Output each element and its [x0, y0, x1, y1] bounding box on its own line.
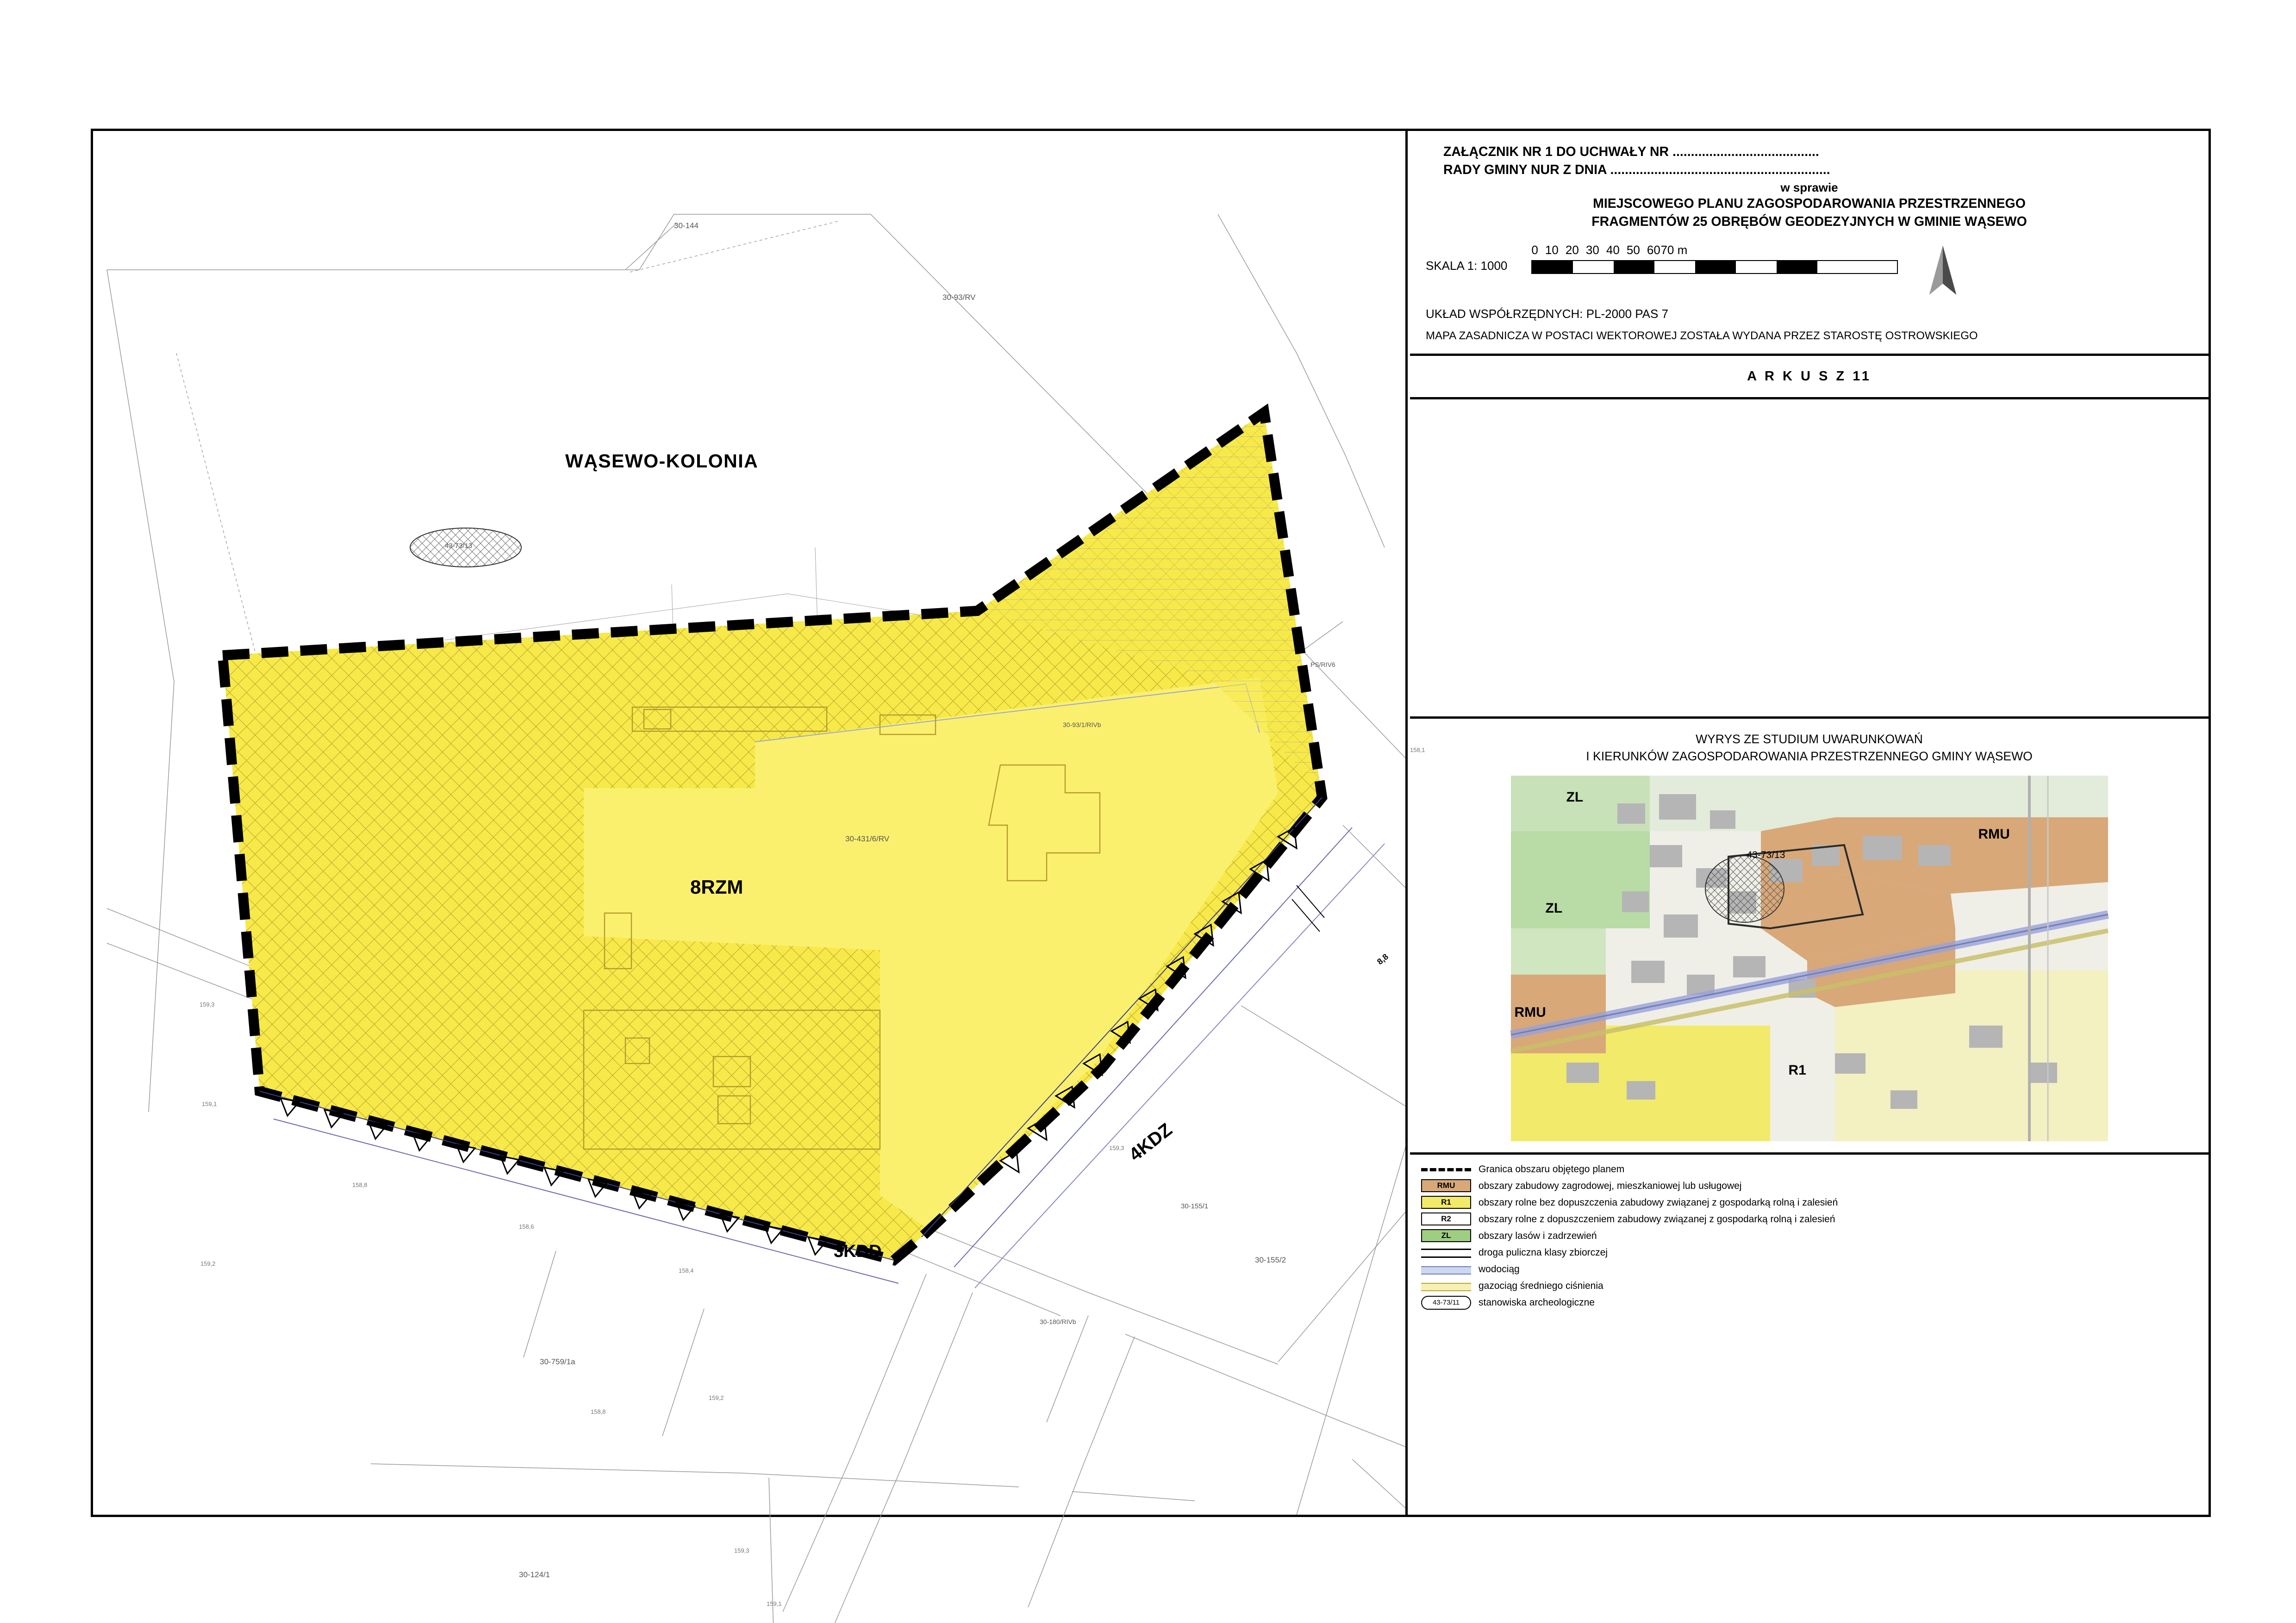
legend-item-gas — [1421, 1278, 2197, 1294]
scalebar — [1531, 243, 1898, 274]
coordinate-system-label: UKŁAD WSPÓŁRZĘDNYCH: PL-2000 PAS 7 — [1426, 307, 1669, 321]
sheet-block — [1410, 356, 2209, 399]
info-column — [1410, 131, 2209, 1515]
parcel-id: 30-93/RV — [942, 293, 976, 302]
spot-height: 158,6 — [519, 1223, 534, 1230]
spot-height: 159,1 — [767, 1600, 782, 1607]
scalebar-tick: 50 — [1626, 243, 1640, 257]
legend-label: obszary lasów i zadrzewień — [1479, 1230, 1597, 1241]
resolution-line-1: ZAŁĄCZNIK NR 1 DO UCHWAŁY NR ........................................ — [1443, 144, 1819, 159]
parcel-id: 30-431/6/RV — [845, 834, 890, 843]
legend-label: wodociąg — [1479, 1263, 1520, 1275]
parcel-id: 30-759/1a — [540, 1357, 575, 1366]
plan-line-2: FRAGMENTÓW 25 OBRĘBÓW GEODEZYJNYCH W GMINIE WĄSEWO — [1591, 214, 2027, 229]
legend-label: obszary rolne z dopuszczeniem zabudowy związanej z gospodarką rolną i zalesień — [1479, 1213, 1835, 1225]
parcel-id: 30-144 — [674, 221, 699, 230]
blank-block — [1410, 399, 2209, 719]
parcel-id: 30-124/1 — [519, 1570, 550, 1579]
spot-height: 158,1 — [1410, 746, 1425, 753]
legend-item-r2 — [1421, 1211, 2197, 1228]
parcel-id: 30-180/RIVb — [1040, 1318, 1076, 1325]
zone-label-4kdz: 4KDZ — [1125, 1119, 1176, 1165]
legend-item-r1 — [1421, 1194, 2197, 1211]
legend-label: stanowiska archeologiczne — [1479, 1297, 1595, 1308]
scalebar-tick: 10 — [1545, 243, 1559, 257]
r2-swatch-icon: R2 — [1421, 1213, 1471, 1226]
dashed-line-icon — [1421, 1163, 1471, 1176]
studium-label-site-id: 43-73/13 — [1747, 849, 1785, 860]
studium-label-zl-1: ZL — [1566, 789, 1584, 805]
legend-item-road — [1421, 1244, 2197, 1261]
panel-divider — [1405, 131, 1408, 1515]
studium-label-r1: R1 — [1788, 1062, 1806, 1078]
scalebar-tick: 40 — [1606, 243, 1620, 257]
studium-label-rmu-1: RMU — [1978, 826, 2010, 842]
scalebar-tick: 30 — [1585, 243, 1599, 257]
spot-height: 159,2 — [200, 1260, 216, 1267]
legend-label: obszary rolne bez dopuszczenia zabudowy związanej z gospodarką rolną i zalesień — [1479, 1197, 1838, 1208]
studium-title-2: I KIERUNKÓW ZAGOSPODAROWANIA PRZESTRZENNEGO GMINY WĄSEWO — [1586, 749, 2033, 764]
village-label: WĄSEWO-KOLONIA — [565, 450, 759, 472]
zone-label-3kdd: 3KDD — [834, 1242, 882, 1261]
spot-height: 159,3 — [200, 1001, 215, 1008]
spot-height: 158,8 — [352, 1181, 368, 1188]
spot-height: 159,3 — [734, 1547, 749, 1554]
water-pipe-icon — [1421, 1262, 1471, 1276]
scalebar-graphic — [1531, 260, 1898, 274]
spot-height: 158,8 — [591, 1408, 606, 1415]
spot-height: 159,2 — [709, 1394, 724, 1401]
legend-item-archaeology — [1421, 1294, 2197, 1311]
dimension-label-8-8: 8,8 — [1375, 951, 1391, 967]
spot-height: 159,1 — [202, 1101, 217, 1107]
legend-item-zl — [1421, 1228, 2197, 1244]
spot-height: 158,4 — [679, 1267, 694, 1274]
scale-label: SKALA 1: 1000 — [1426, 259, 1508, 273]
scalebar-tick: 0 — [1531, 243, 1538, 257]
drawing-frame — [91, 129, 2211, 1607]
archaeological-site-id: 43-73/13 — [445, 542, 473, 550]
r1-swatch-icon: R1 — [1421, 1196, 1471, 1210]
legend — [1410, 1155, 2209, 1318]
plan-line-1: MIEJSCOWEGO PLANU ZAGOSPODAROWANIA PRZESTRZENNEGO — [1593, 196, 2026, 211]
map-panel[interactable] — [93, 131, 1425, 1607]
scalebar-tick: 20 — [1565, 243, 1579, 257]
legend-item-water — [1421, 1261, 2197, 1278]
parcel-id: 30-155/1 — [1181, 1202, 1209, 1210]
zone-label-8rzm: 8RZM — [690, 876, 743, 898]
road-line-icon — [1421, 1246, 1471, 1260]
gas-pipe-icon — [1421, 1279, 1471, 1293]
title-block — [1410, 131, 2209, 356]
resolution-line-2: RADY GMINY NUR Z DNIA ............................................................ — [1443, 162, 1830, 178]
scale-row — [1426, 243, 2193, 298]
parcel-id: 30-93/1/RIVb — [1063, 721, 1101, 728]
legend-label: droga puliczna klasy zbiorczej — [1479, 1247, 1608, 1258]
north-arrow-icon — [1923, 243, 1963, 298]
rmu-swatch-icon: RMU — [1421, 1179, 1471, 1193]
studium-block — [1410, 719, 2209, 1155]
sheet-number: A R K U S Z 11 — [1747, 368, 1872, 384]
studium-map[interactable] — [1511, 776, 2108, 1141]
legend-label: Granica obszaru objętego planem — [1479, 1163, 1625, 1175]
scalebar-tick: 70 m — [1660, 243, 1688, 257]
archaeological-site-icon: 43-73/11 — [1421, 1296, 1471, 1310]
scalebar-tick: 60 — [1647, 243, 1660, 257]
legend-label: obszary zabudowy zagrodowej, mieszkaniowej lub usługowej — [1479, 1180, 1742, 1191]
legend-label: gazociąg średniego ciśnienia — [1479, 1280, 1603, 1291]
studium-label-rmu-2: RMU — [1514, 1004, 1546, 1020]
spot-height: 159,3 — [1109, 1144, 1124, 1151]
studium-title-1: WYRYS ZE STUDIUM UWARUNKOWAŃ — [1696, 732, 1923, 746]
cadastral-map[interactable] — [93, 131, 1408, 1515]
zl-swatch-icon: ZL — [1421, 1229, 1471, 1243]
map-source-note: MAPA ZASADNICZA W POSTACI WEKTOROWEJ ZOSTAŁA WYDANA PRZEZ STAROSTĘ OSTROWSKIEGO — [1426, 330, 1978, 342]
w-sprawie-label: w sprawie — [1780, 180, 1838, 194]
parcel-id: 30-155/2 — [1255, 1256, 1286, 1264]
studium-label-zl-2: ZL — [1545, 900, 1563, 916]
parcel-id: PS/RIV6 — [1310, 661, 1335, 668]
legend-item-rmu — [1421, 1178, 2197, 1194]
legend-item-boundary — [1421, 1161, 2197, 1178]
